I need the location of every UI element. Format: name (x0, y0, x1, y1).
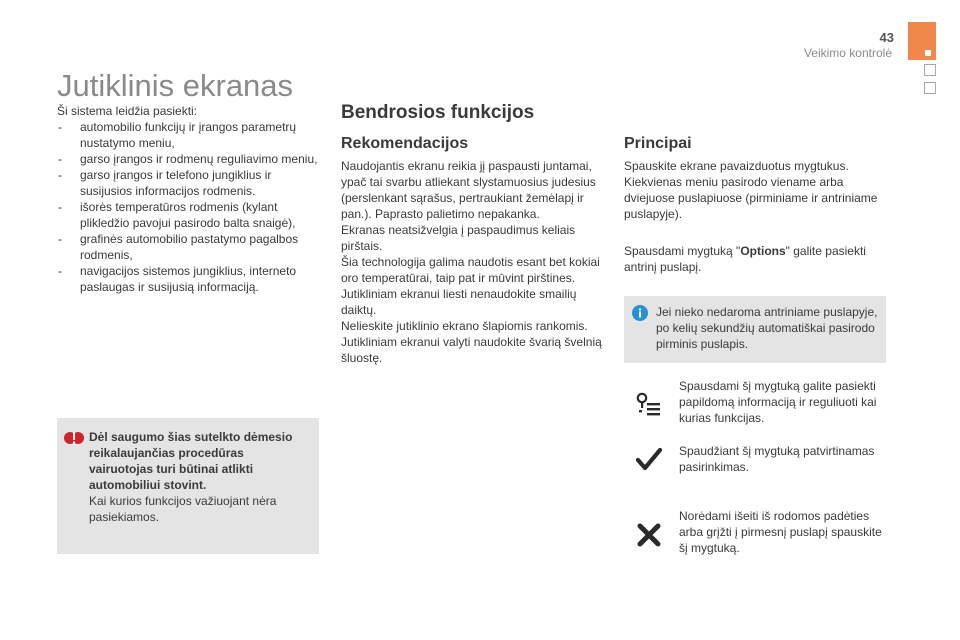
safety-warning-box (57, 418, 319, 554)
info-list-icon (634, 391, 664, 421)
options-paragraph (624, 243, 886, 275)
tab-marker (925, 50, 931, 56)
options-text-before: Spausdami mygtuką " (624, 244, 741, 258)
chapter-tab[interactable] (924, 82, 936, 94)
info-icon (632, 305, 648, 321)
general-functions-title: Bendrosios funkcijos (341, 102, 535, 123)
options-button-label: Options (740, 244, 786, 258)
recommendation-paragraph: Naudojantis ekranu reikia jį paspausti juntamai, ypač tai svarbu atliekant slystamuosius judesius (perslenkant sąrašus, pertraukiant žemėlapį ir pan.). Paprasto palietimo nepakanka. (341, 159, 596, 221)
page-title: Jutiklinis ekranas (57, 68, 294, 103)
intro-lead: Ši sistema leidžia pasiekti: (57, 104, 198, 118)
recommendation-paragraph: Jutikliniam ekranui valyti naudokite švarią švelnią šluostę. (341, 335, 602, 365)
info-note-box (624, 296, 886, 363)
section-title-header: Veikimo kontrolė (803, 46, 892, 60)
cross-icon (634, 520, 664, 550)
warning-icon (64, 429, 84, 447)
checkmark-icon (634, 445, 664, 475)
intro-item: - automobilio funkcijų ir įrangos parametrų nustatymo meniu, (57, 119, 319, 151)
principles-title: Principai (624, 135, 692, 152)
chapter-tab[interactable] (924, 64, 936, 76)
principles-paragraph: Spauskite ekrane pavaizduotus mygtukus. Kiekvienas meniu pasirodo viename arba dviejuose puslapiuose (pirminiame ir antriniame puslapyje). (624, 159, 878, 221)
recommendation-paragraph: Jutikliniam ekranui liesti nenaudokite smailių daiktų. (341, 287, 577, 317)
recommendations-title: Rekomendacijos (341, 135, 469, 152)
recommendations-text (341, 158, 606, 366)
recommendation-paragraph: Nelieskite jutiklinio ekrano šlapiomis rankomis. (341, 319, 588, 333)
intro-item: - garso įrangos ir telefono jungiklius ir susijusios informacijos rodmenis. (57, 167, 319, 199)
warning-bold-text: Dėl saugumo šias sutelkto dėmesio reikalaujančias procedūras vairuotojas turi būtinai atlikti automobiliui stovint. (89, 430, 293, 492)
warning-text: Kai kurios funkcijos važiuojant nėra pasiekiamos. (89, 494, 277, 524)
recommendation-paragraph: Šia technologija galima naudotis esant bet kokiai oro temperatūrai, taip pat ir mūvint pirštines. (341, 255, 600, 285)
button-description-text: Spaudžiant šį mygtuką patvirtinamas pasirinkimas. (679, 444, 875, 474)
button-description-text: Norėdami išeiti iš rodomos padėties arba grįžti į pirmesnį puslapį spauskite šį mygtuką. (679, 509, 882, 555)
intro-section (57, 103, 319, 295)
chapter-tab-active[interactable] (908, 22, 936, 60)
page-number: 43 (879, 30, 894, 45)
intro-item: - garso įrangos ir rodmenų reguliavimo meniu, (57, 151, 319, 167)
recommendation-paragraph: Ekranas neatsižvelgia į paspaudimus keliais pirštais. (341, 223, 576, 253)
options-text-after: " galite pasiekti antrinį puslapį. (624, 244, 866, 274)
intro-item: - išorės temperatūros rodmenis (kylant plikledžio pavojui pasirodo balta snaigė), (57, 199, 319, 231)
info-note-text: Jei nieko nedaroma antriniame puslapyje, po kelių sekundžių automatiškai pasirodo pirminis puslapis. (656, 305, 878, 351)
intro-item: - grafinės automobilio pastatymo pagalbos rodmenis, (57, 231, 319, 263)
button-description-text: Spausdami šį mygtuką galite pasiekti papildomą informaciją ir reguliuoti kai kurias funkcijas. (679, 379, 877, 425)
intro-item: - navigacijos sistemos jungiklius, interneto paslaugas ir susijusią informaciją. (57, 263, 319, 295)
